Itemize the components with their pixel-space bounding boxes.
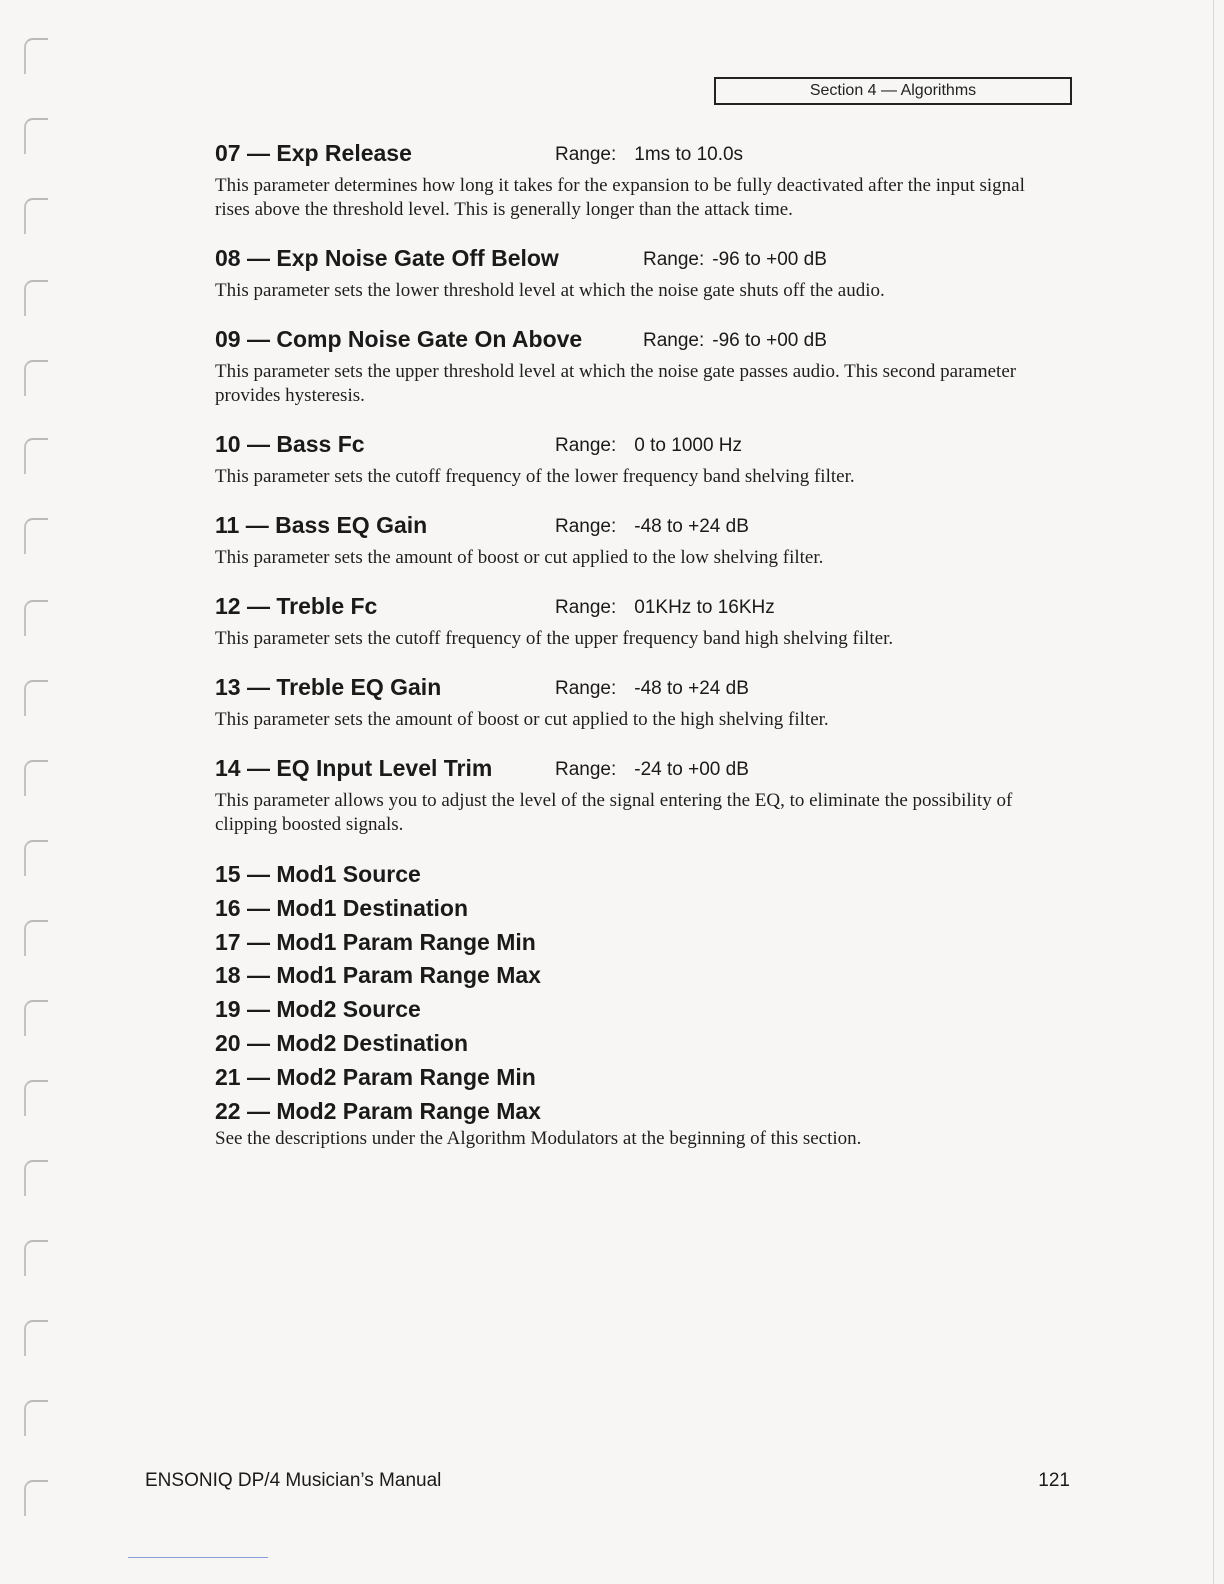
param-range (555, 678, 749, 700)
range-value: -48 to +24 dB (634, 678, 749, 699)
range-label: Range: (643, 330, 705, 351)
param-range (555, 516, 749, 538)
param-14 (215, 755, 1060, 837)
param-09 (215, 326, 1060, 408)
range-label: Range: (555, 597, 617, 618)
param-description: This parameter sets the amount of boost or cut applied to the low shelving filter. (215, 547, 824, 568)
param-range (555, 144, 743, 166)
modulator-list (215, 858, 541, 1128)
param-title: 13 — Treble EQ Gain (215, 674, 442, 700)
range-value: 0 to 1000 Hz (634, 435, 743, 456)
param-title: 14 — EQ Input Level Trim (215, 755, 493, 781)
list-item: 16 — Mod1 Destination (215, 894, 469, 921)
param-title: 11 — Bass EQ Gain (215, 512, 428, 538)
param-description: This parameter sets the cutoff frequency of the upper frequency band high shelving filter. (215, 628, 894, 649)
param-title: 08 — Exp Noise Gate Off Below (215, 245, 559, 271)
range-value: 01KHz to 16KHz (634, 597, 775, 618)
param-title: 07 — Exp Release (215, 140, 412, 166)
param-13 (215, 674, 1060, 732)
range-value: 1ms to 10.0s (634, 144, 744, 165)
range-value: -96 to +00 dB (712, 330, 827, 351)
manual-title: ENSONIQ DP/4 Musician’s Manual (145, 1470, 442, 1491)
param-title: 12 — Treble Fc (215, 593, 378, 619)
param-title: 10 — Bass Fc (215, 431, 365, 457)
range-label: Range: (555, 678, 617, 699)
range-value: -48 to +24 dB (634, 516, 749, 537)
param-range (555, 597, 775, 619)
list-item: 21 — Mod2 Param Range Min (215, 1063, 536, 1090)
range-label: Range: (555, 516, 617, 537)
param-description: This parameter sets the cutoff frequency of the lower frequency band shelving filter. (215, 466, 855, 487)
section-header: Section 4 — Algorithms (714, 77, 1072, 105)
range-label: Range: (555, 759, 617, 780)
range-value: -24 to +00 dB (634, 759, 749, 780)
modulators-description: See the descriptions under the Algorithm Modulators at the beginning of this section. (215, 1128, 862, 1149)
list-item: 17 — Mod1 Param Range Min (215, 928, 536, 955)
param-range (555, 435, 742, 457)
param-range (643, 330, 827, 352)
param-08 (215, 245, 1060, 303)
param-description: This parameter determines how long it takes for the expansion to be fully deactivated after the input signal rises above the threshold level. This is generally longer than the attack time. (215, 175, 1025, 220)
list-item: 22 — Mod2 Param Range Max (215, 1097, 541, 1124)
range-value: -96 to +00 dB (712, 249, 827, 270)
list-item: 18 — Mod1 Param Range Max (215, 962, 541, 989)
range-label: Range: (555, 144, 617, 165)
binder-holes (14, 0, 54, 1584)
param-12 (215, 593, 1060, 651)
list-item: 15 — Mod1 Source (215, 861, 421, 887)
list-item: 20 — Mod2 Destination (215, 1029, 469, 1056)
param-range (643, 249, 827, 271)
scan-line (128, 1557, 268, 1558)
param-description: This parameter sets the lower threshold level at which the noise gate shuts off the audio. (215, 280, 885, 301)
list-item: 19 — Mod2 Source (215, 996, 421, 1023)
param-07 (215, 140, 1060, 222)
param-11 (215, 512, 1060, 570)
param-10 (215, 431, 1060, 489)
range-label: Range: (555, 435, 617, 456)
param-range (555, 759, 749, 781)
page-number: 121 (1038, 1470, 1070, 1491)
param-description: This parameter sets the amount of boost or cut applied to the high shelving filter. (215, 709, 829, 730)
range-label: Range: (643, 249, 705, 270)
param-description: This parameter allows you to adjust the level of the signal entering the EQ, to eliminate the possibility of clipping boosted signals. (215, 790, 1013, 835)
param-title: 09 — Comp Noise Gate On Above (215, 326, 583, 352)
param-description: This parameter sets the upper threshold level at which the noise gate passes audio. This second parameter provides hysteresis. (215, 361, 1017, 406)
page-edge (1213, 0, 1214, 1584)
